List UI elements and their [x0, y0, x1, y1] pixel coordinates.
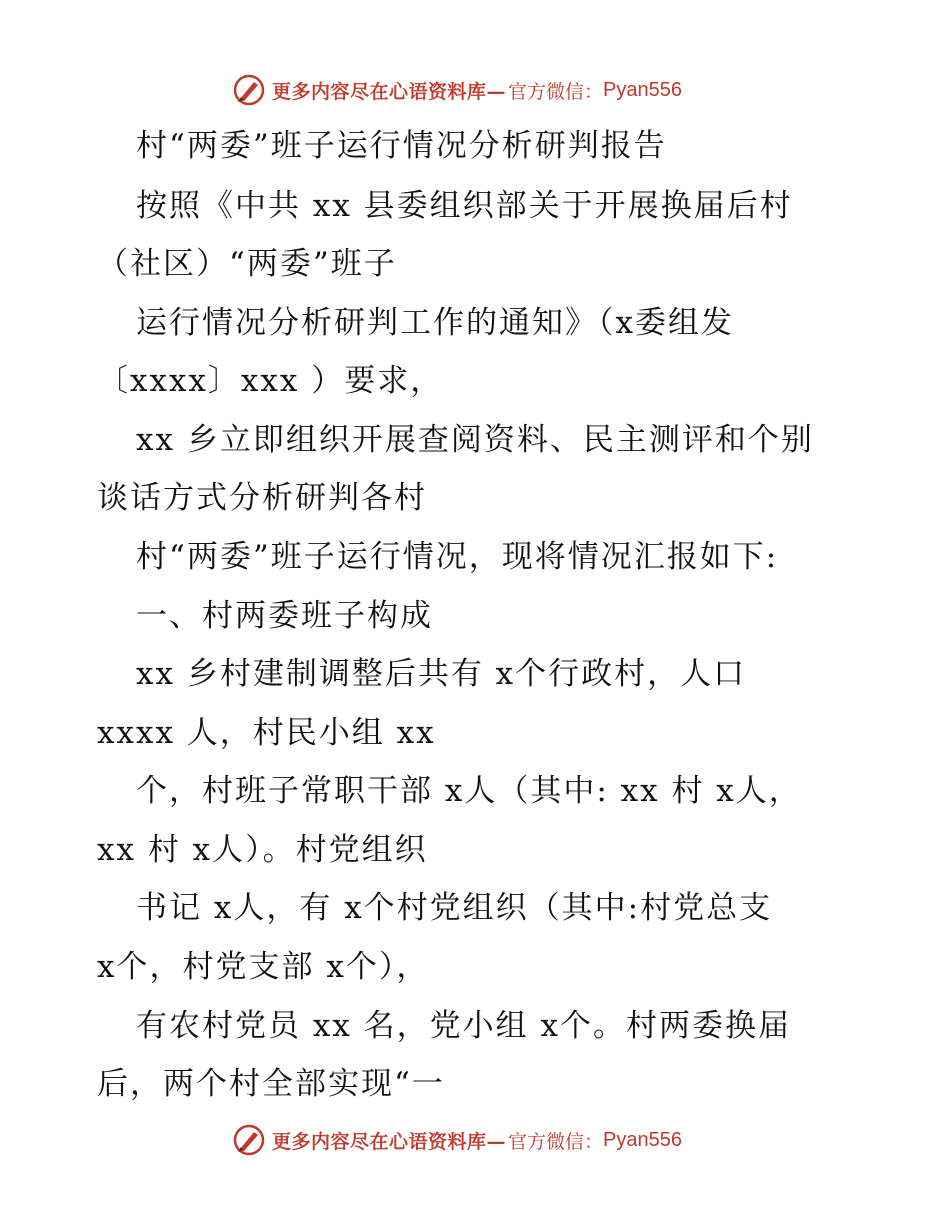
pen-logo-icon — [232, 1123, 266, 1157]
watermark-header — [232, 70, 682, 110]
watermark-wechat-label: 官方微信： — [508, 1130, 604, 1153]
paragraph-line: xx 村 x人）。村党组织 — [97, 832, 428, 868]
document-title: 村“两委”班子运行情况分析研判报告 — [136, 128, 667, 164]
paragraph-line: 〔xxxx〕xxx ）要求， — [97, 363, 444, 399]
section-heading: 一、村两委班子构成 — [136, 598, 433, 634]
watermark-text: 更多内容尽在心语资料库— — [272, 1130, 507, 1153]
watermark-text: 更多内容尽在心语资料库— — [272, 80, 507, 103]
paragraph-line: 个，村班子常职干部 x人（其中: xx 村 x人， — [136, 773, 802, 809]
paragraph-line: 书记 x人，有 x个村党组织（其中:村党总支 — [136, 890, 773, 926]
watermark-footer — [232, 1120, 682, 1160]
paragraph-line: 后，两个村全部实现“一 — [97, 1066, 445, 1102]
paragraph-line: （社区）“两委”班子 — [97, 246, 397, 282]
paragraph-line: 谈话方式分析研判各村 — [97, 480, 427, 516]
watermark-wechat-label: 官方微信： — [508, 80, 604, 103]
watermark-wechat-id: Pyan556 — [603, 1128, 682, 1151]
paragraph-line: 按照《中共 xx 县委组织部关于开展换届后村 — [136, 188, 793, 224]
paragraph-line: xx 乡立即组织开展查阅资料、民主测评和个别 — [136, 422, 814, 458]
paragraph-line: 运行情况分析研判工作的通知》（x委组发 — [136, 305, 734, 341]
pen-logo-icon — [232, 73, 266, 107]
paragraph-line: 有农村党员 xx 名，党小组 x个。村两委换届 — [136, 1008, 792, 1044]
watermark-wechat-id: Pyan556 — [603, 78, 682, 101]
paragraph-line: xxxx 人，村民小组 xx — [97, 715, 436, 751]
paragraph-line: xx 乡村建制调整后共有 x个行政村，人口 — [136, 656, 747, 692]
paragraph-line: 村“两委”班子运行情况，现将情况汇报如下: — [136, 539, 779, 575]
paragraph-line: x个，村党支部 x个）， — [97, 949, 430, 985]
